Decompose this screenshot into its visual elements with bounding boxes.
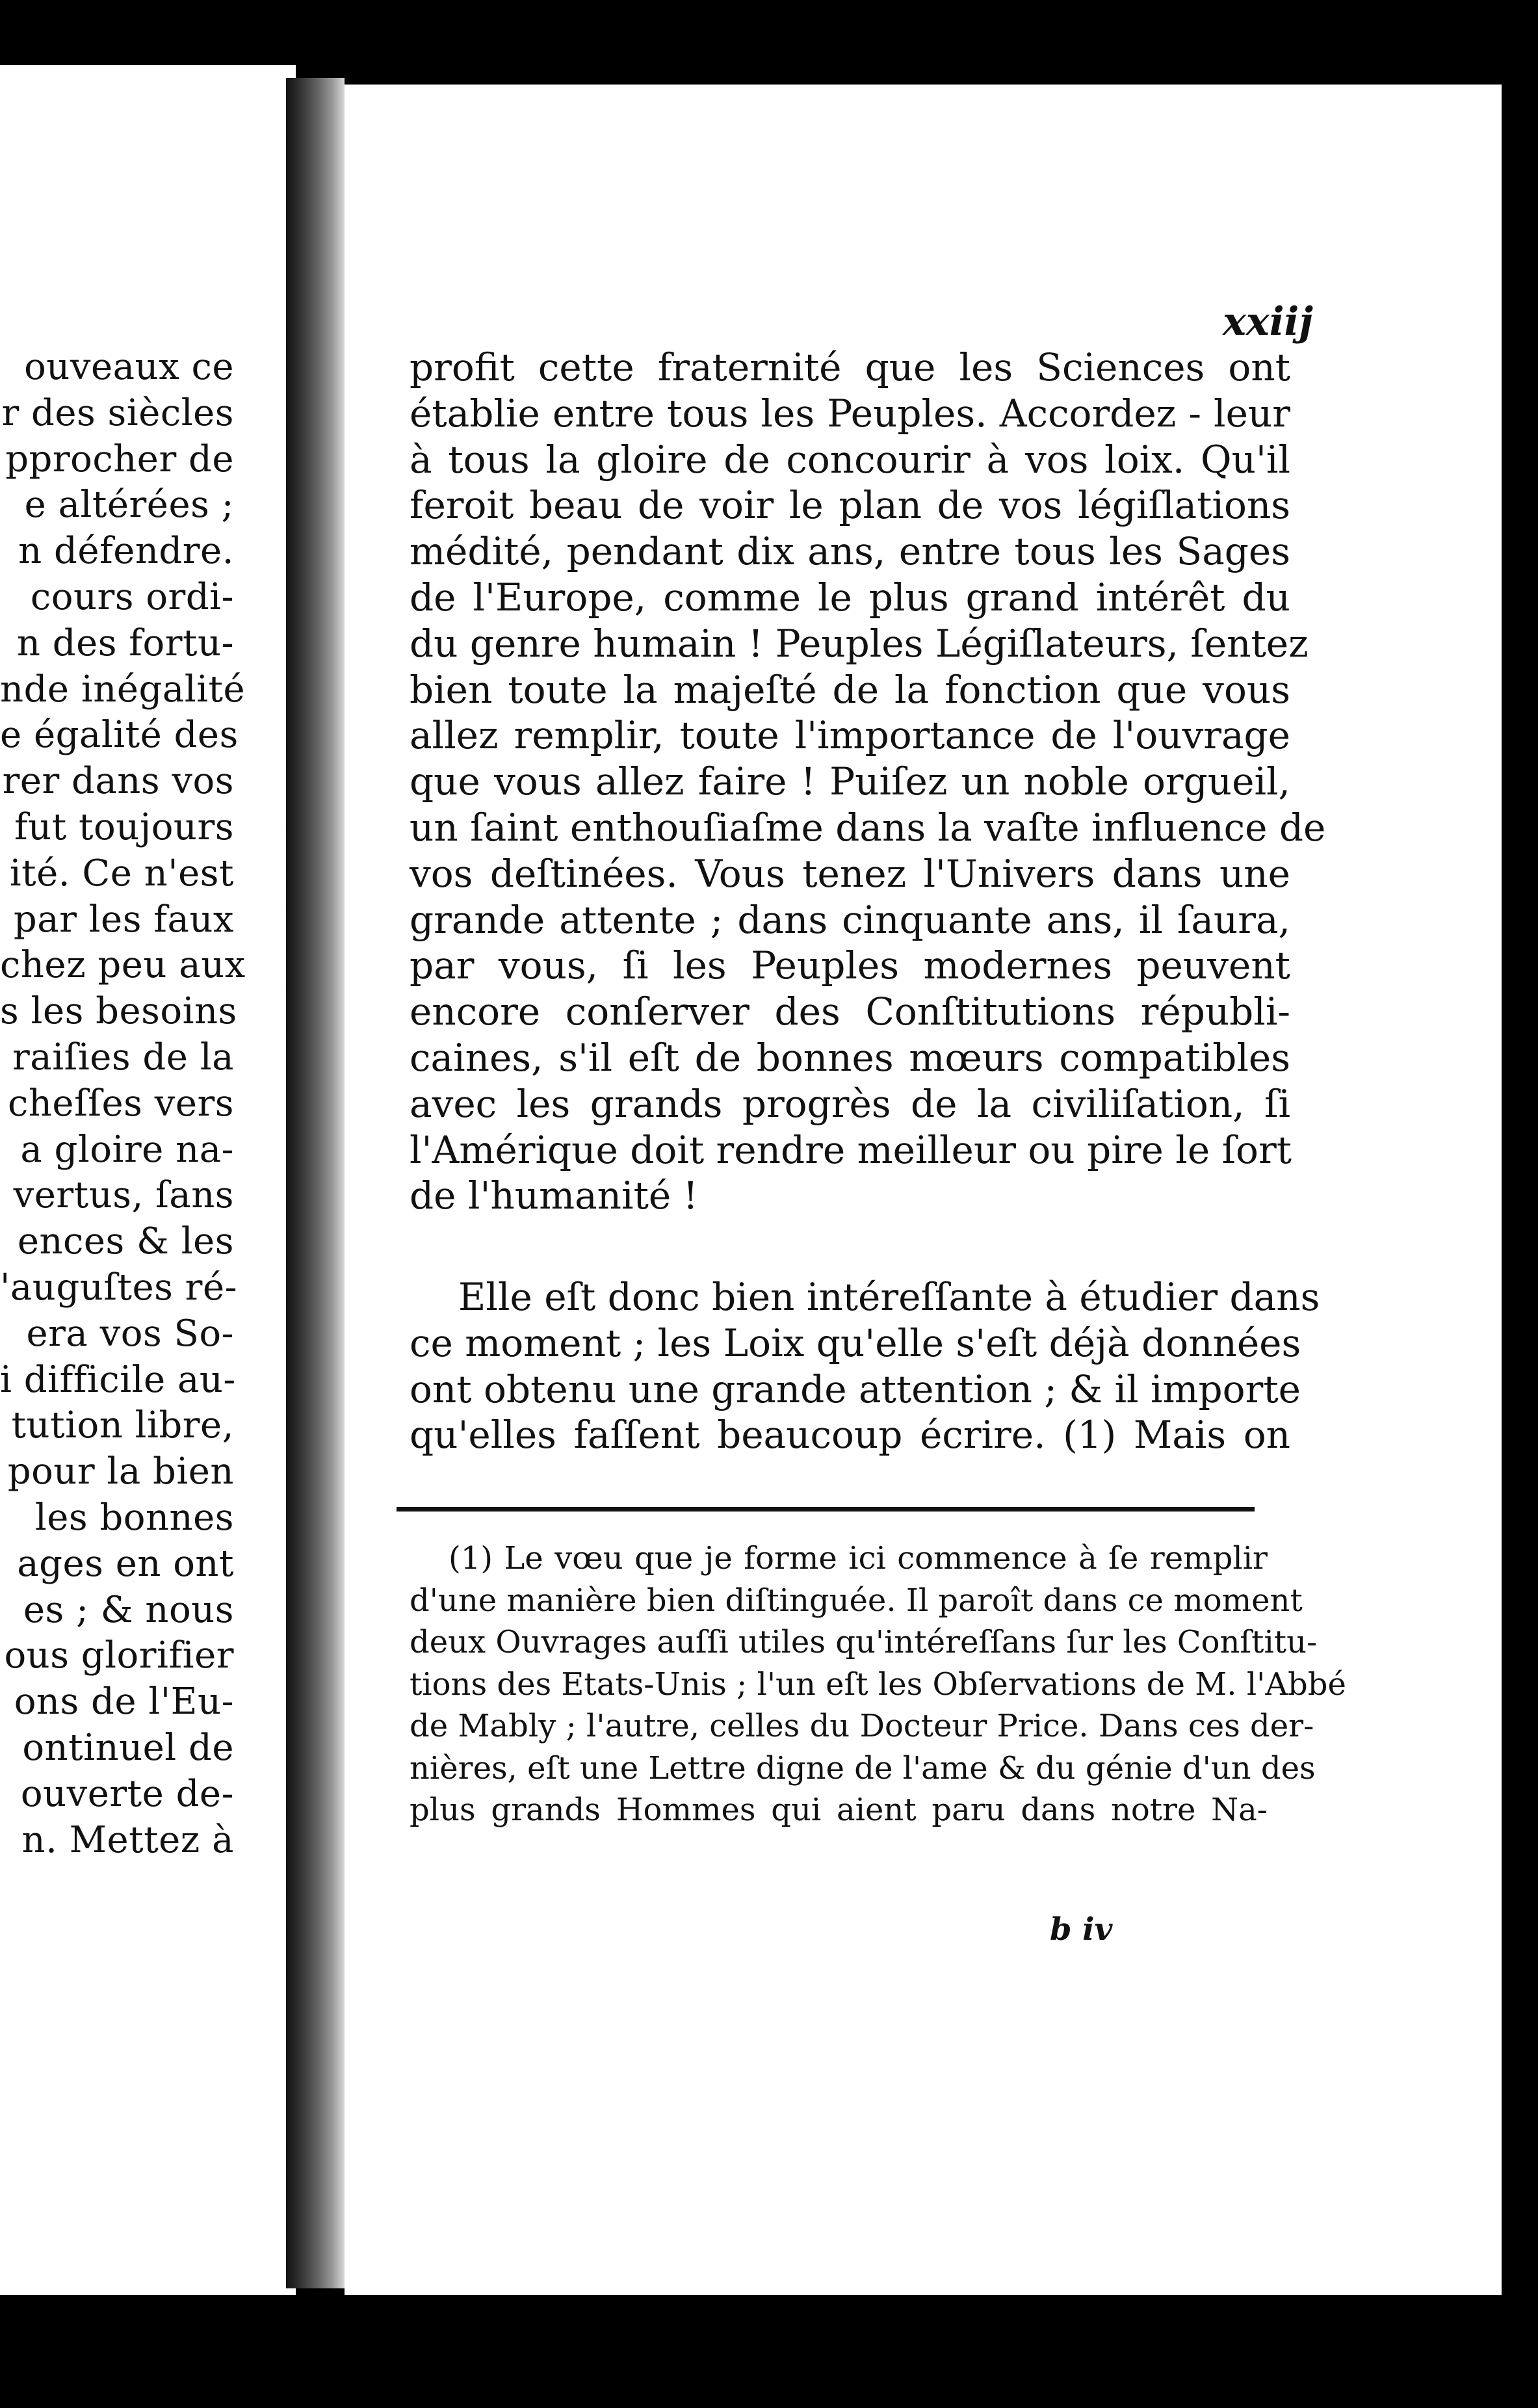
text-line: n. Mettez à: [21, 1818, 234, 1861]
text-line: ous glorifier: [4, 1634, 234, 1677]
text-line: (1) Le vœu que je forme ici commence à ſe remplir: [449, 1540, 1268, 1577]
text-line: feroit beau de voir le plan de vos légiſlations: [410, 483, 1290, 528]
text-line: ouveaux ce: [24, 346, 234, 388]
text-line: l'Amérique doit rendre meilleur ou pire le ſort: [410, 1127, 1292, 1172]
text-line: bien toute la majeſté de la fonction que vous: [410, 667, 1290, 712]
text-line: de l'Europe, comme le plus grand intérêt du: [410, 575, 1290, 620]
text-line: rer dans vos: [2, 760, 234, 803]
text-line: ages en ont: [17, 1542, 234, 1585]
text-line: vertus, ſans: [13, 1174, 234, 1217]
signature-mark: b iv: [1050, 1911, 1113, 1948]
text-line: grande attente ; dans cinquante ans, il ſaura,: [410, 897, 1290, 942]
footnote: [410, 1538, 1346, 1831]
text-line: 'auguſtes ré-: [0, 1266, 238, 1309]
text-line: pour la bien: [7, 1450, 234, 1493]
text-line: ouverte de-: [20, 1772, 234, 1815]
text-line: cheſſes vers: [8, 1082, 234, 1125]
text-line: tution libre,: [11, 1404, 234, 1447]
text-line: médité, pendant dix ans, entre tous les Sages: [410, 529, 1290, 574]
book-gutter-shadow: [286, 78, 345, 2288]
text-line: ences & les: [17, 1220, 234, 1263]
text-line: du genre humain ! Peuples Légiſlateurs, ſentez: [410, 621, 1309, 666]
text-line: raiſies de la: [12, 1036, 234, 1079]
text-line: caines, s'il eſt de bonnes mœurs compatibles: [410, 1035, 1290, 1080]
text-line: n des fortu-: [16, 622, 234, 664]
previous-page-text: [0, 345, 246, 1863]
text-line: les bonnes: [34, 1496, 234, 1539]
previous-page-fragment: [0, 65, 296, 2295]
text-line: établie entre tous les Peuples. Accordez - leur: [410, 391, 1290, 436]
text-line: de l'humanité !: [410, 1173, 698, 1218]
text-line: s les besoins: [0, 990, 237, 1033]
text-line: à tous la gloire de concourir à vos loix. Qu'il: [410, 437, 1290, 482]
text-line: vos deſtinées. Vous tenez l'Univers dans une: [410, 851, 1290, 896]
text-line: que vous allez faire ! Puiſez un noble orgueil,: [410, 759, 1290, 804]
text-line: n défendre.: [18, 530, 234, 573]
text-line: allez remplir, toute l'importance de l'ouvrage: [410, 713, 1290, 758]
paragraph-2: [410, 1274, 1320, 1458]
text-line: deux Ouvrages auſſi utiles qu'intéreſſans ſur les Conſtitu-: [410, 1624, 1318, 1660]
text-line: ce moment ; les Loix qu'elle s'eſt déjà données: [410, 1320, 1301, 1365]
text-line: plus grands Hommes qui aient paru dans notre Na-: [410, 1792, 1268, 1828]
text-line: avec les grands progrès de la civiliſation, ſi: [410, 1081, 1290, 1126]
text-line: nde inégalité: [0, 668, 246, 711]
text-line: profit cette fraternité que les Sciences ont: [410, 345, 1290, 389]
current-page: [345, 85, 1502, 2295]
text-line: un ſaint enthouſiaſme dans la vaſte influence de: [410, 805, 1326, 850]
text-line: r des siècles: [1, 391, 234, 434]
page-number: xxiij: [1223, 299, 1313, 345]
text-line: qu'elles faſſent beaucoup écrire. (1) Mais on: [410, 1413, 1290, 1458]
text-line: Elle eſt donc bien intéreſſante à étudier dans: [458, 1275, 1320, 1319]
text-line: e égalité des: [0, 714, 239, 757]
text-line: es ; & nous: [23, 1588, 234, 1631]
text-line: fut toujours: [14, 805, 234, 848]
text-line: i difficile au-: [0, 1358, 236, 1401]
text-line: era vos So-: [26, 1312, 234, 1355]
paragraph-1: [410, 345, 1326, 1219]
text-line: de Mably ; l'autre, celles du Docteur Price. Dans ces der-: [410, 1708, 1314, 1744]
scan-top-border: [0, 0, 1538, 65]
text-line: ité. Ce n'est: [9, 852, 234, 895]
text-line: ontinuel de: [22, 1726, 234, 1769]
text-line: tions des Etats-Unis ; l'un eſt les Obſervations de M. l'Abbé: [410, 1666, 1346, 1703]
text-line: ont obtenu une grande attention ; & il importe: [410, 1367, 1301, 1411]
text-line: encore conſerver des Conſtitutions républi-: [410, 989, 1290, 1034]
text-line: d'une manière bien diſtinguée. Il paroît dans ce moment: [410, 1582, 1303, 1619]
text-line: pprocher de: [5, 438, 234, 480]
text-line: nières, eſt une Lettre digne de l'ame & du génie d'un des: [410, 1749, 1316, 1786]
text-line: chez peu aux: [0, 944, 246, 987]
text-line: a gloire na-: [20, 1128, 234, 1171]
text-line: e altérées ;: [24, 484, 234, 527]
scan-right-border: [1502, 91, 1538, 2301]
text-line: cours ordi-: [30, 575, 234, 618]
text-line: par les faux: [13, 898, 234, 941]
footnote-divider: [397, 1507, 1255, 1512]
text-line: ons de l'Eu-: [14, 1681, 234, 1723]
text-line: par vous, ſi les Peuples modernes peuvent: [410, 943, 1290, 988]
